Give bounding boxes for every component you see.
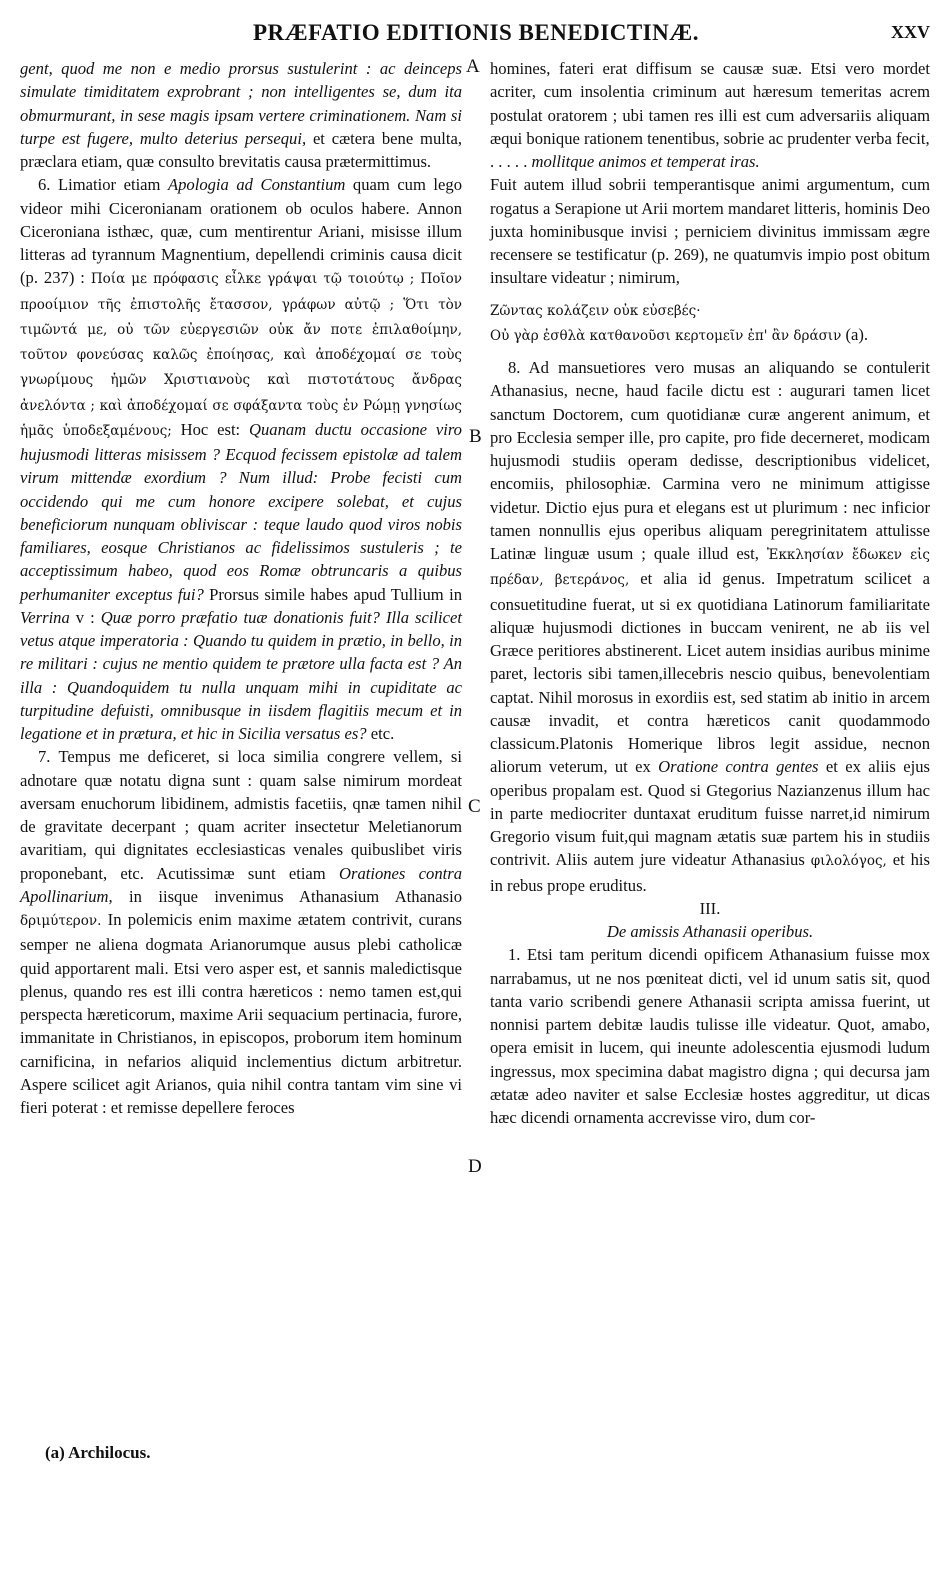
greek-verse-2 (490, 323, 930, 348)
italic-text: Quanam ductu occasione viro hujusmodi litteras misissem ? Ecquod fecissem epistolæ ad talem virum mittendæ exordium ? Num illud: Probe fecisti cum occidendo qui me cum honore excipere solebat, et cujus beneficiorum nunquam obliviscar : teque laudo quod viros nobis familiares, eosque Christianos ac fidelissimos sustuleris ; te acceptissimum habeo, quod eos Romæ obtruncaris a quibus perhumaniter exceptus fui? (20, 419, 462, 604)
margin-letter-c: C (468, 796, 481, 817)
footnote: (a) Archilocus. (45, 1443, 151, 1462)
text-run: et cætera bene multa, præclara etiam, quæ consulto brevitatis causa prætermittimus. (20, 128, 462, 171)
ellipsis: . . . . . (490, 152, 528, 171)
margin-letter-b: B (469, 426, 482, 447)
greek-line: Οὐ γὰρ ἐσθλὰ κατθανοῦσι κερτομεῖν ἐπ' ἂν δράσιν (490, 327, 842, 344)
section-number: III. (699, 898, 721, 918)
paragraph-7-cont (490, 57, 930, 150)
text-run: homines, fateri erat diffisum se causæ suæ. Etsi vero mordet acriter, cum insolentia criminum aut hæresum temeritas acrem postulat oratorem ; ubi tamen res illi est cum adversariis aliquam æqui bonique rationem tenentibus, sobrie ac prudenter verba fecit, (490, 59, 930, 148)
text-run: Fuit autem illud sobrii temperantisque animi argumentum, cum rogatus a Serapione ut Arii mortem mandaret litteris, hominis Deo juxta hominibusque invisi ; perniciem divinitus immissam ægre recensere se testificatur (p. 269), ne quatumvis impio post obitum insultare videatur ; nimirum, (490, 175, 930, 288)
right-column (490, 57, 930, 1129)
italic-text: mollitque animos et temperat iras. (531, 152, 760, 171)
text-run: etc. (366, 724, 395, 743)
text-run: v : (69, 607, 101, 627)
text-run: 1. Etsi tam peritum dicendi opificem Athanasium fuisse mox narrabamus, ut ne nos pœniteat dicti, vel id unum satis sit, quod tanta vario scribendi genere Athanasii scripta amissa fuerint, ut nonnisi partem debitæ laudis tulisse ille videatur. Quot, amabo, opera emisit in lucem, qui ineunte adolescentia ejusmodi ludum ingressus, mox specimina dabat magistro digna ; qui decursa jam ætatæ adeo naviter et salse Ecclesiæ hostes aggreditur, ut dicas hæc dicendi ornamenta accrevisse viro, dum cor- (490, 945, 930, 1127)
section-title: De amissis Athanasii operibus. (606, 922, 814, 941)
paragraph-7-end (490, 173, 930, 289)
italic-text: Apologia ad Constantium (168, 175, 346, 195)
text-run: in iisque invenimus Athanasium Athanasio (112, 886, 462, 906)
italic-text: Orationes contra Apollinarium, (20, 863, 462, 906)
paragraph-7 (20, 745, 462, 1119)
paragraph-6 (20, 173, 462, 745)
verse-quote (490, 150, 930, 173)
text-run: 6. Limatior etiam (38, 175, 168, 195)
section-3-paragraph-1 (490, 943, 930, 1129)
greek-words: Ἐκκλησίαν ἔδωκεν εἰς πρέδαν, βετεράνος, (490, 547, 930, 589)
running-header (0, 18, 952, 48)
margin-letter-a: A (466, 56, 480, 77)
page-number: XXV (891, 22, 930, 42)
greek-quote: Ποία με πρόφασις εἶλκε γράψαι τῷ τοιούτῳ ; Ποῖον προοίμιον τῆς ἐπιστολῆς ἔτασσον, γράφων αὐτῷ ; Ὅτι τὸν τιμῶντά με, οὐ τῶν εὐεργεσιῶν οὐκ ἄν ποτε ἐπιλαθοίμην, τοῦτον φονεύσας καλῶς ἐποίησας, καὶ ἀποδέχομαί σε τοὺς γνωρίμους ἡμῶν Χριστιανοὺς καὶ πιστοτάτους ἄνδρας ἀνελόντα ; καὶ ἀποδέχομαί σε σφάξαντα τοὺς ἐν Ρώμῃ γνησίως ἡμᾶς ὑποδεξαμένους; (20, 271, 462, 439)
paragraph-8 (490, 356, 930, 897)
text-run: et ex aliis ejus operibus propalam est. Quod si Gtegorius Nazianzenus illum hac in parte mediocriter duntaxat eruditum fuisse narret,id nimirum Gregorio visum fuit,qui magnam ætatis suæ partem his in studiis contrivit. Aliis autem jure videatur Athanasius (490, 757, 930, 870)
greek-word: δριμύτερον. (20, 913, 102, 929)
italic-text: gent, quod me non e medio prorsus sustulerint : ac deinceps simulate timiditatem exprobrant ; non intelligentes se, dum ita obmurmurant, in sese magis ipsam vertere criminationem. Nam si turpe est fugere, multo deterius persequi, (20, 59, 462, 148)
paragraph-5-end (20, 57, 462, 173)
header-title: PRÆFATIO EDITIONIS BENEDICTINÆ. (253, 20, 699, 45)
text-run: Prorsus simile habes apud Tullium in (203, 584, 462, 604)
margin-letter-d: D (468, 1156, 482, 1177)
greek-word: φιλολόγος, (810, 853, 887, 870)
text-run: 8. Ad mansuetiores vero musas an aliquando se contulerit Athanasius, necne, haud facile dictu est : augurari tamen licet sanctum Doctorem, cum quotidianæ curæ angerent animum, et pro Ecclesia semper ille, pro capite, pro fide decerneret, modicam hujusmodi studiis operam dedisse, descriptionibus videlicet, encomiis, philosophiæ. Carmina vero ne minimum attigisse videtur. Dictio ejus pura et elegans est ut plurimum : nec inficior tamen nonnullis ejus operibus aliquam peregrinitatem attulisse Latinæ linguæ usum ; quale illud est, (490, 358, 930, 563)
text-run: In polemicis enim maxime ætatem contrivit, curans semper ne aliena dogmata Arianorumque ausus plebi catholicæ quid apportarent mali. Etsi vero asper est, et sannis maledictisque plenus, quando res est illi contra hæreticos : nemo tamen est,qui perspecta hæreticorum, maxime Arii sequacium pertinacia, furore, immanitate in Christianos, in episcopos, proborum item hominum carnificina, in nefarios aliquid inclementius dictum arbitretur. Aspere scilicet agit Arianos, quia nihil contra tantam vim sine vi fieri poterat : et remisse depellere feroces (20, 910, 462, 1117)
footnote-ref: (a). (841, 324, 869, 344)
greek-verse-1 (490, 298, 930, 323)
text-run: et alia id genus. Impetratum scilicet a consuetitudine fuerat, ut si ex quotidiana Latinorum familiaritate aliquæ hujusmodi dictiones in buccam venirent, ne ab iis vel Græce peritiores abstinerent. Licet autem insidias auribus minime paret, lectoris sibi tamen,illecebris nescio quibus, benevolentiam captat. Nihil morosus in exordiis est, sed statim ab initio in arcem causæ invadit, et contra hæreticos canit quodammodo classicum.Platonis Homerique libros legit assidue, necnon aliorum veterum, ut ex (490, 569, 930, 777)
text-run: quam cum lego videor mihi Ciceronianam orationem ob oculos habere. Annon Ciceroniana isthæc, quæ, cum mentirentur Ariani, misisse illum litteras ad tyrannum Magnentium, depellendi criminis causa dicit (p. 237) : (20, 175, 462, 288)
text-run: 7. Tempus me deficeret, si loca similia congrere vellem, si adnotare quæ notatu digna sunt : quam salse nimirum mordeat aversam enuchorum libidinem, admistis facetiis, qnæ tamen nihil de gravitate decerpant ; quam acriter insectetur Meletianorum avaritiam, qui dignitates ecclesiasticas venales quibuslibet viris proponebant, etc. Acutissimæ sunt etiam (20, 747, 462, 883)
left-column (20, 57, 462, 1119)
italic-text: Oratione contra gentes (658, 757, 819, 777)
text-run: et his in rebus prope eruditus. (490, 850, 931, 895)
italic-text: Quæ porro præfatio tuæ donationis fuit? Illa scilicet vetus atque imperatoria : Quando tu quidem in prætio, in bello, in re militari : cujus ne mentio quidem te prætore ulla facta est ? An illa : Quandoquidem tu nulla unquam mihi in cupiditate ac turpitudine defuisti, omnibusque in iisdem flagitiis mecum et in legatione et in prætura, et hic in Sicilia versatus es? (20, 607, 462, 743)
italic-text: Verrina (20, 607, 70, 627)
greek-line: Ζῶντας κολάζειν οὐκ εὐσεβές· (490, 302, 701, 319)
text-run: Hoc est: (171, 419, 249, 439)
